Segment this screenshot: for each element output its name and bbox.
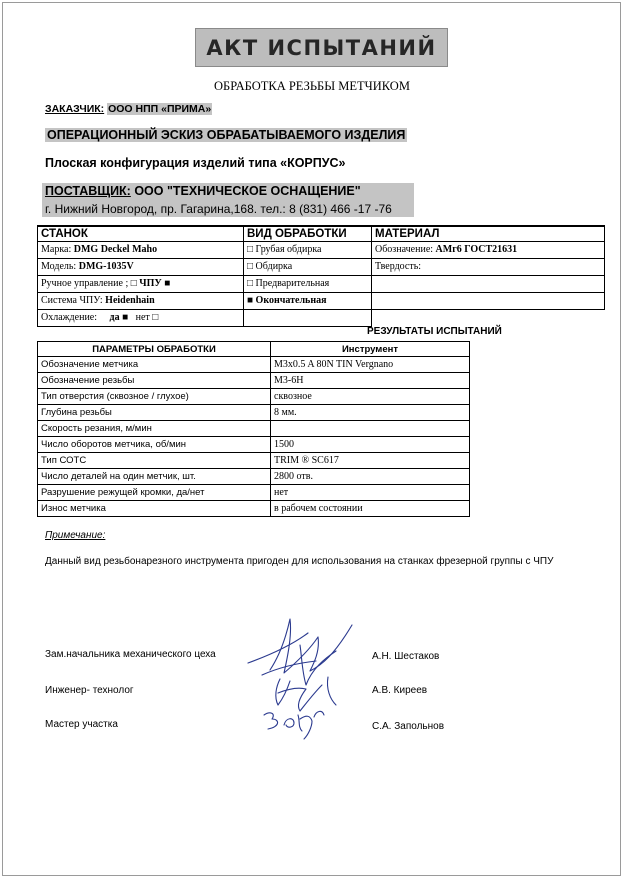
table-row (38, 309, 605, 326)
empty-cell (470, 485, 605, 501)
tool-column-header: Инструмент (271, 342, 470, 357)
material-empty-cell (372, 292, 605, 309)
material-hardness: Твердость: (372, 258, 605, 275)
machine-model-value: DMG-1035V (78, 261, 134, 272)
supplier-label: ПОСТАВЩИК: (45, 184, 131, 198)
value-cell: 1500 (271, 437, 470, 453)
empty-cell (470, 389, 605, 405)
param-cell: Тип СОТС (38, 453, 271, 469)
cooling-no-label: нет (135, 312, 150, 323)
value-cell: в рабочем состоянии (271, 501, 470, 517)
empty-cell (470, 342, 605, 357)
signature-name-2: А.В. Киреев (372, 685, 428, 696)
value-cell: M3x0.5 A 80N TIN Vergnano (271, 357, 470, 373)
table-row (38, 258, 605, 275)
material-empty-cell (372, 275, 605, 292)
customer-line (45, 103, 212, 115)
empty-cell (470, 453, 605, 469)
table-row (38, 501, 605, 517)
signature-role-3: Мастер участка (45, 719, 118, 730)
machine-control (38, 275, 244, 292)
machine-brand-label: Марка: (41, 244, 72, 255)
processing-header: ВИД ОБРАБОТКИ (244, 226, 372, 241)
signature-role-2: Инженер- технолог (45, 685, 134, 696)
param-cell: Число деталей на один метчик, шт. (38, 469, 271, 485)
processing-option-stripping: □ Обдирка (244, 258, 372, 275)
cooling-label: Охлаждение: (41, 312, 98, 323)
value-cell (271, 421, 470, 437)
machine-cooling (38, 309, 244, 326)
supplier-value: ООО "ТЕХНИЧЕСКОЕ ОСНАЩЕНИЕ" (134, 184, 361, 198)
material-designation-label: Обозначение: (375, 244, 434, 255)
value-cell: 2800 отв. (271, 469, 470, 485)
cooling-no-checkbox: □ (152, 312, 159, 323)
machine-header: СТАНОК (38, 226, 244, 241)
machine-brand-value: DMG Deckel Maho (73, 244, 158, 255)
results-title: РЕЗУЛЬТАТЫ ИСПЫТАНИЙ (367, 326, 502, 337)
results-table-header (38, 342, 605, 357)
control-manual-label: Ручное управление ; (41, 278, 129, 289)
processing-option-final: ■ Окончательная (244, 292, 372, 309)
handwritten-signatures (240, 615, 370, 745)
cooling-yes-label: да (109, 312, 120, 323)
param-cell: Скорость резания, м/мин (38, 421, 271, 437)
table-row (38, 453, 605, 469)
control-cnc-checkbox: ■ (164, 278, 171, 289)
material-header: МАТЕРИАЛ (372, 226, 605, 241)
empty-cell (470, 501, 605, 517)
value-cell: M3-6H (271, 373, 470, 389)
table-row (38, 241, 605, 258)
params-column-header: ПАРАМЕТРЫ ОБРАБОТКИ (38, 342, 271, 357)
param-cell: Глубина резьбы (38, 405, 271, 421)
param-cell: Обозначение резьбы (38, 373, 271, 389)
signature-role-1: Зам.начальника механического цеха (45, 649, 216, 660)
cooling-yes-checkbox: ■ (122, 312, 129, 323)
results-table (37, 341, 605, 517)
value-cell: нет (271, 485, 470, 501)
machine-model (38, 258, 244, 275)
note-label: Примечание: (45, 530, 106, 541)
processing-empty-cell (244, 309, 372, 326)
table-row (38, 437, 605, 453)
table-row (38, 292, 605, 309)
empty-cell (470, 373, 605, 389)
processing-option-rough: □ Грубая обдирка (244, 241, 372, 258)
table-row (38, 275, 605, 292)
table-row (38, 485, 605, 501)
empty-cell (470, 405, 605, 421)
table-row (38, 373, 605, 389)
control-manual-checkbox: □ (130, 278, 137, 289)
customer-value: ООО НПП «ПРИМА» (108, 103, 212, 115)
empty-cell (470, 421, 605, 437)
machine-cnc-system (38, 292, 244, 309)
table-row (38, 421, 605, 437)
value-cell: TRIM ® SC617 (271, 453, 470, 469)
document-subtitle: ОБРАБОТКА РЕЗЬБЫ МЕТЧИКОМ (214, 79, 410, 93)
config-line: Плоская конфигурация изделий типа «КОРПУС» (45, 156, 346, 170)
cnc-system-label: Система ЧПУ: (41, 295, 103, 306)
empty-cell (470, 357, 605, 373)
table-row (38, 357, 605, 373)
material-designation (372, 241, 605, 258)
empty-cell (470, 437, 605, 453)
supplier-line (45, 184, 361, 198)
machine-table (37, 225, 605, 327)
signature-name-3: С.А. Запольнов (372, 721, 445, 732)
material-empty-cell (372, 309, 605, 326)
param-cell: Число оборотов метчика, об/мин (38, 437, 271, 453)
note-text: Данный вид резьбонарезного инструмента пригоден для использования на станках фрезерной группы с ЧПУ (45, 556, 554, 567)
value-cell: 8 мм. (271, 405, 470, 421)
supplier-address: г. Нижний Новгород, пр. Гагарина,168. тел.: 8 (831) 466 -17 -76 (45, 202, 392, 216)
table-row (38, 405, 605, 421)
signature-name-1: А.Н. Шестаков (372, 651, 440, 662)
machine-brand (38, 241, 244, 258)
machine-model-label: Модель: (41, 261, 77, 272)
material-designation-value: АМг6 ГОСТ21631 (435, 244, 518, 255)
sketch-title: ОПЕРАЦИОННЫЙ ЭСКИЗ ОБРАБАТЫВАЕМОГО ИЗДЕЛИЯ (47, 128, 406, 142)
param-cell: Разрушение режущей кромки, да/нет (38, 485, 271, 501)
value-cell: сквозное (271, 389, 470, 405)
param-cell: Износ метчика (38, 501, 271, 517)
control-cnc-label: ЧПУ (139, 278, 162, 289)
machine-table-header (38, 226, 605, 241)
customer-label: ЗАКАЗЧИК: (45, 103, 105, 115)
param-cell: Тип отверстия (сквозное / глухое) (38, 389, 271, 405)
param-cell: Обозначение метчика (38, 357, 271, 373)
cnc-system-value: Heidenhain (105, 295, 155, 306)
document-title: АКТ ИСПЫТАНИЙ (195, 28, 448, 67)
table-row (38, 389, 605, 405)
processing-option-preliminary: □ Предварительная (244, 275, 372, 292)
table-row (38, 469, 605, 485)
empty-cell (470, 469, 605, 485)
